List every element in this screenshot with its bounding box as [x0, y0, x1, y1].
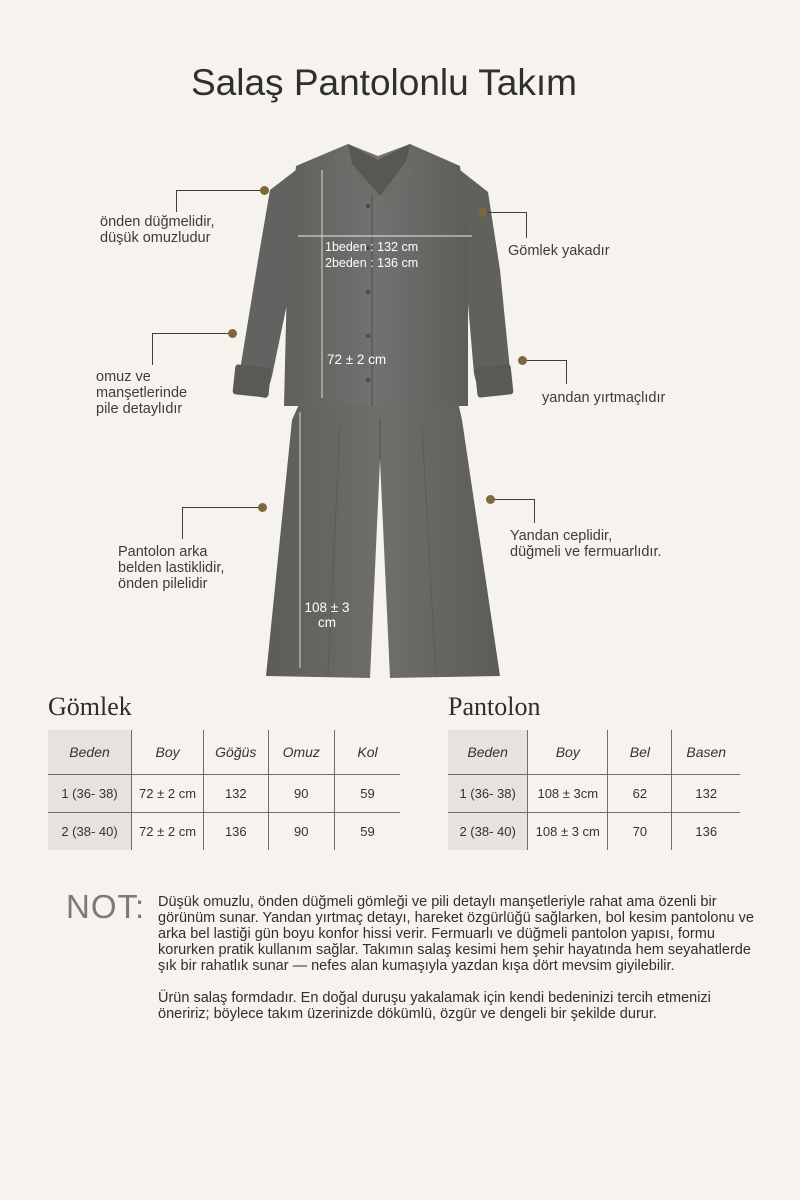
header-cell: Boy	[528, 730, 608, 775]
pant-length-label: 108 ± 3 cm	[304, 600, 350, 630]
pant-size-table	[448, 730, 740, 850]
callout-elastic-waist: Pantolon arka belden lastiklidir, önden pilelidir	[118, 544, 225, 592]
header-cell: Kol	[334, 730, 400, 775]
table-cell: 132	[672, 775, 740, 813]
table-cell: 1 (36- 38)	[48, 775, 132, 813]
callout-dot	[260, 186, 269, 195]
callout-dot	[258, 503, 267, 512]
table-cell: 72 ± 2 cm	[132, 813, 204, 851]
callout-dot	[486, 495, 495, 504]
table-row	[448, 775, 740, 813]
garment-illustration	[200, 130, 540, 690]
table-cell: 59	[334, 775, 400, 813]
callout-dot	[228, 329, 237, 338]
note-paragraph-1: Düşük omuzlu, önden düğmeli gömleği ve pili detaylı manşetleriyle rahat ama özenli bir görünüm sunar. Yandan yırtmaç detayı, hareket özgürlüğü sağlarken, bol kesim pantolonu ve arka bel lastiği gün boyu konfor hissi verir. Fermuarlı ve düğmeli pantolon yapısı, formu korurken pratik kullanım sağlar. Takımın salaş kesimi hem şehir hayatında hem seyahatlerde şık bir rahatlık sunar — nefes alan kumaşıyla yazdan kışa dört mevsim giyilebilir.	[158, 894, 754, 974]
table-cell: 2 (38- 40)	[48, 813, 132, 851]
table-cell: 108 ± 3cm	[528, 775, 608, 813]
note-text	[158, 894, 758, 1022]
table-cell: 136	[204, 813, 269, 851]
chest-size-1: 1beden : 132 cm	[325, 240, 419, 254]
table-cell: 2 (38- 40)	[448, 813, 528, 851]
callout-front-buttons: önden düğmelidir, düşük omuzludur	[100, 214, 215, 246]
callout-dot	[518, 356, 527, 365]
header-cell: Beden	[48, 730, 132, 775]
table-cell: 70	[608, 813, 672, 851]
header-cell: Bel	[608, 730, 672, 775]
header-cell: Beden	[448, 730, 528, 775]
shirt-length-label: 72 ± 2 cm	[327, 352, 387, 367]
table-cell: 62	[608, 775, 672, 813]
table-cell: 90	[268, 775, 334, 813]
table-row	[48, 775, 400, 813]
callout-pleat-detail: omuz ve manşetlerinde pile detaylıdır	[96, 369, 188, 417]
table-cell: 90	[268, 813, 334, 851]
note-paragraph-2: Ürün salaş formdadır. En doğal duruşu yakalamak için kendi bedeninizi tercih etmenizi öneririz; böylece takım üzerinizde dökümlü, özgür ve dengeli bir şekilde durur.	[158, 990, 711, 1022]
table-cell: 1 (36- 38)	[448, 775, 528, 813]
header-cell: Boy	[132, 730, 204, 775]
table-cell: 108 ± 3 cm	[528, 813, 608, 851]
callout-collar: Gömlek yakadır	[508, 243, 610, 259]
table-row	[448, 813, 740, 851]
table-cell: 132	[204, 775, 269, 813]
header-cell: Basen	[672, 730, 740, 775]
shirt-size-table	[48, 730, 400, 850]
table-cell: 72 ± 2 cm	[132, 775, 204, 813]
callout-side-slit: yandan yırtmaçlıdır	[542, 390, 666, 406]
page-title: Salaş Pantolonlu Takım	[191, 62, 577, 103]
header-cell: Göğüs	[204, 730, 269, 775]
callout-dot	[478, 208, 487, 217]
shirt-table-title: Gömlek	[48, 692, 132, 721]
table-cell: 59	[334, 813, 400, 851]
header-cell: Omuz	[268, 730, 334, 775]
pants-shape	[266, 402, 500, 678]
note-label: NOT:	[66, 888, 146, 925]
callout-pockets: Yandan ceplidir, düğmeli ve fermuarlıdır.	[510, 528, 662, 560]
pant-table-title: Pantolon	[448, 692, 541, 721]
table-row	[48, 813, 400, 851]
chest-size-2: 2beden : 136 cm	[325, 256, 419, 270]
table-cell: 136	[672, 813, 740, 851]
